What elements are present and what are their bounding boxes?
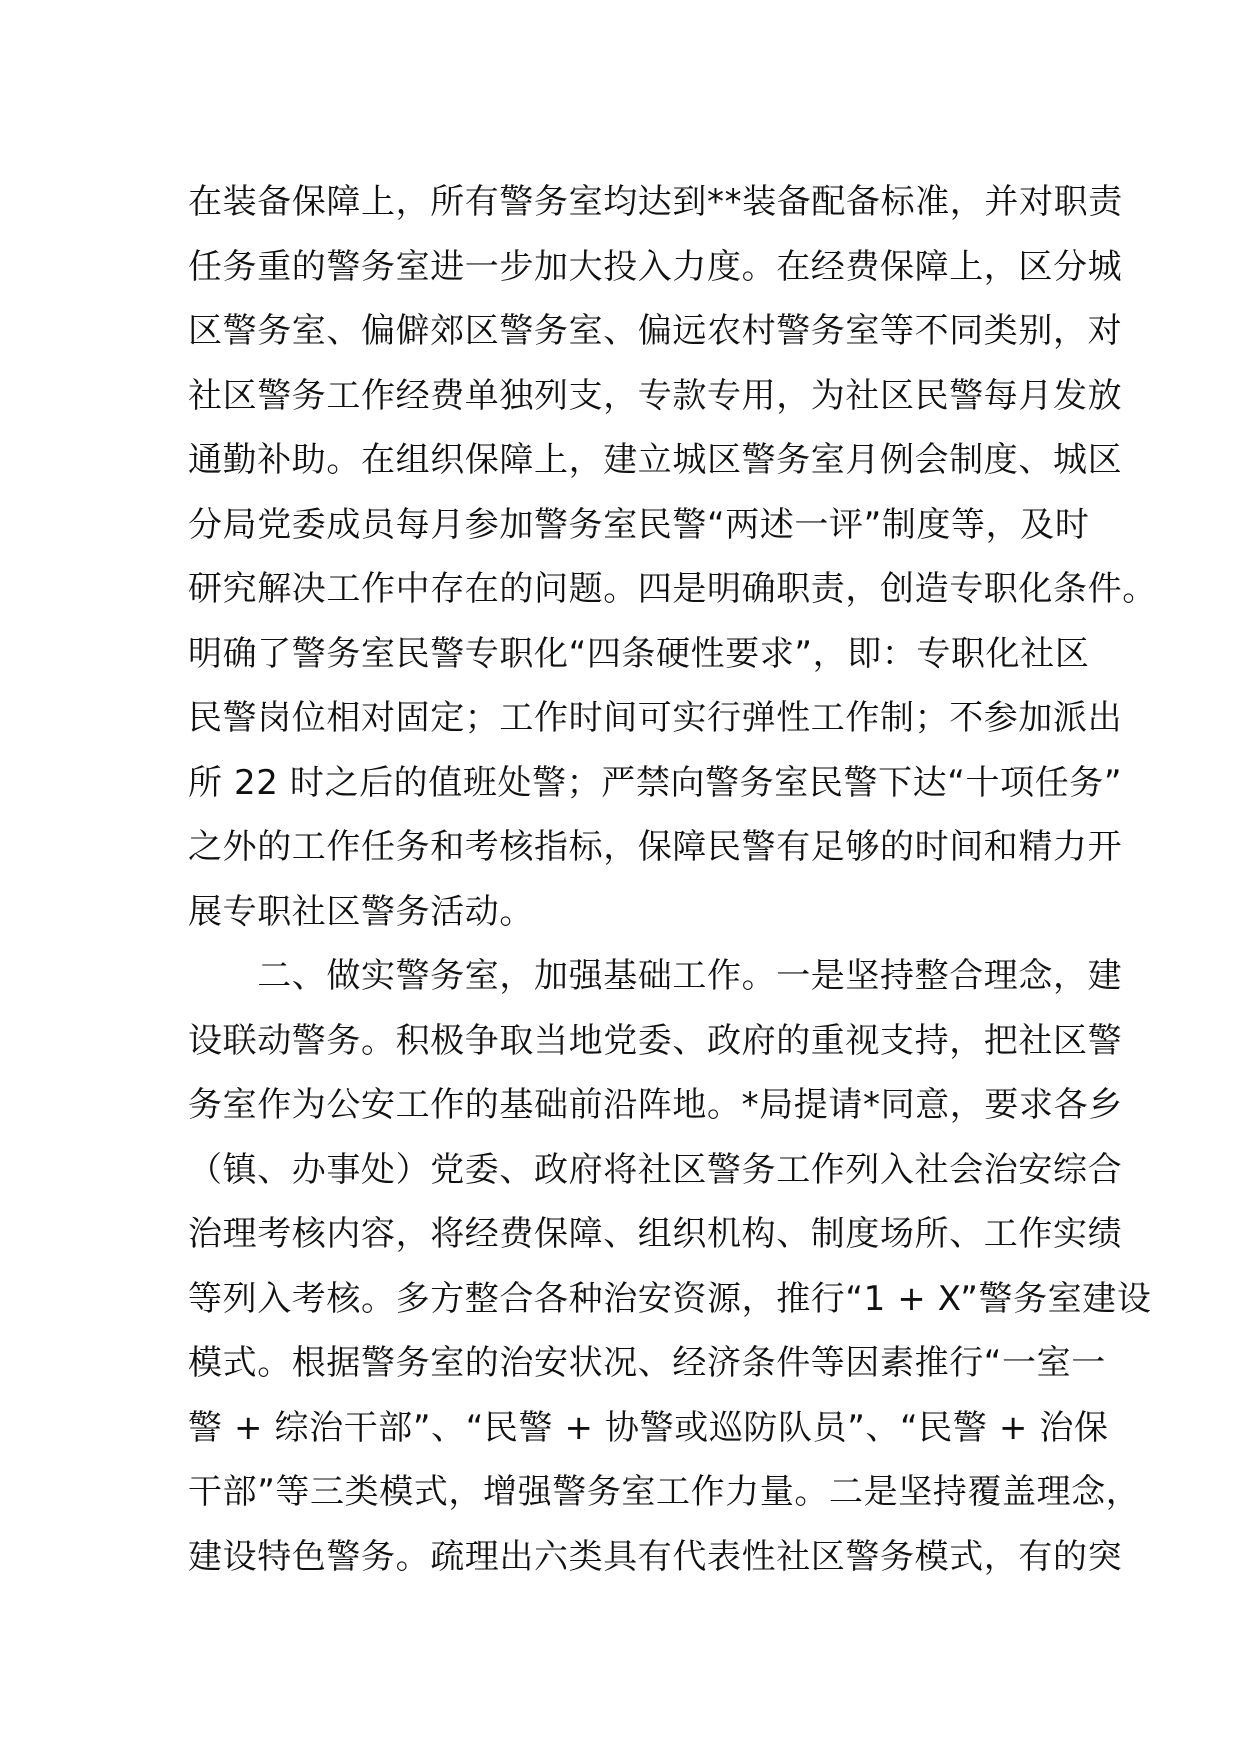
text-line: 模式。根据警务室的治安状况、经济条件等因素推行“一室一	[188, 1343, 1106, 1383]
text-line: 干部”等三类模式，增强警务室工作力量。二是坚持覆盖理念，	[188, 1472, 1141, 1512]
text-line: 建设特色警务。疏理出六类具有代表性社区警务模式，有的突	[188, 1536, 1123, 1577]
paragraph-start-line: 二、做实警务室，加强基础工作。一是坚持整合理念，建	[188, 956, 1123, 996]
text-line: 分局党委成员每月参加警务室民警“两述一评”制度等，及时	[188, 504, 1090, 545]
text-line: 任务重的警务室进一步加大投入力度。在经费保障上，区分城	[188, 246, 1123, 287]
text-line: 等列入考核。多方整合各种治安资源，推行“1 + X”警务室建设	[188, 1278, 1152, 1319]
text-line: 社区警务工作经费单独列支，专款专用，为社区民警每月发放	[188, 375, 1123, 416]
text-line: 所 22 时之后的值班处警；严禁向警务室民警下达“十项任务”	[188, 762, 1123, 803]
text-line: 研究解决工作中存在的问题。四是明确职责，创造专职化条件。	[188, 569, 1157, 609]
text-line: 通勤补助。在组织保障上，建立城区警务室月例会制度、城区	[188, 440, 1123, 480]
text-line: 展专职社区警务活动。	[188, 891, 534, 932]
text-line: 之外的工作任务和考核指标，保障民警有足够的时间和精力开	[188, 827, 1123, 867]
text-line: 区警务室、偏僻郊区警务室、偏远农村警务室等不同类别，对	[188, 311, 1123, 351]
text-line: 设联动警务。积极争取当地党委、政府的重视支持，把社区警	[188, 1020, 1123, 1061]
text-line: 在装备保障上，所有警务室均达到**装备配备标准，并对职责	[188, 182, 1123, 222]
text-line: 警 + 综治干部”、“民警 + 协警或巡防队员”、“民警 + 治保	[188, 1407, 1109, 1448]
text-line: 务室作为公安工作的基础前沿阵地。*局提请*同意，要求各乡	[188, 1085, 1123, 1125]
body-text	[188, 170, 1157, 1589]
text-line: （镇、办事处）党委、政府将社区警务工作列入社会治安综合	[188, 1149, 1123, 1190]
text-line: 明确了警务室民警专职化“四条硬性要求”，即：专职化社区	[188, 633, 1090, 674]
text-line: 治理考核内容，将经费保障、组织机构、制度场所、工作实绩	[188, 1214, 1123, 1254]
text-line: 民警岗位相对固定；工作时间可实行弹性工作制；不参加派出	[188, 698, 1123, 738]
